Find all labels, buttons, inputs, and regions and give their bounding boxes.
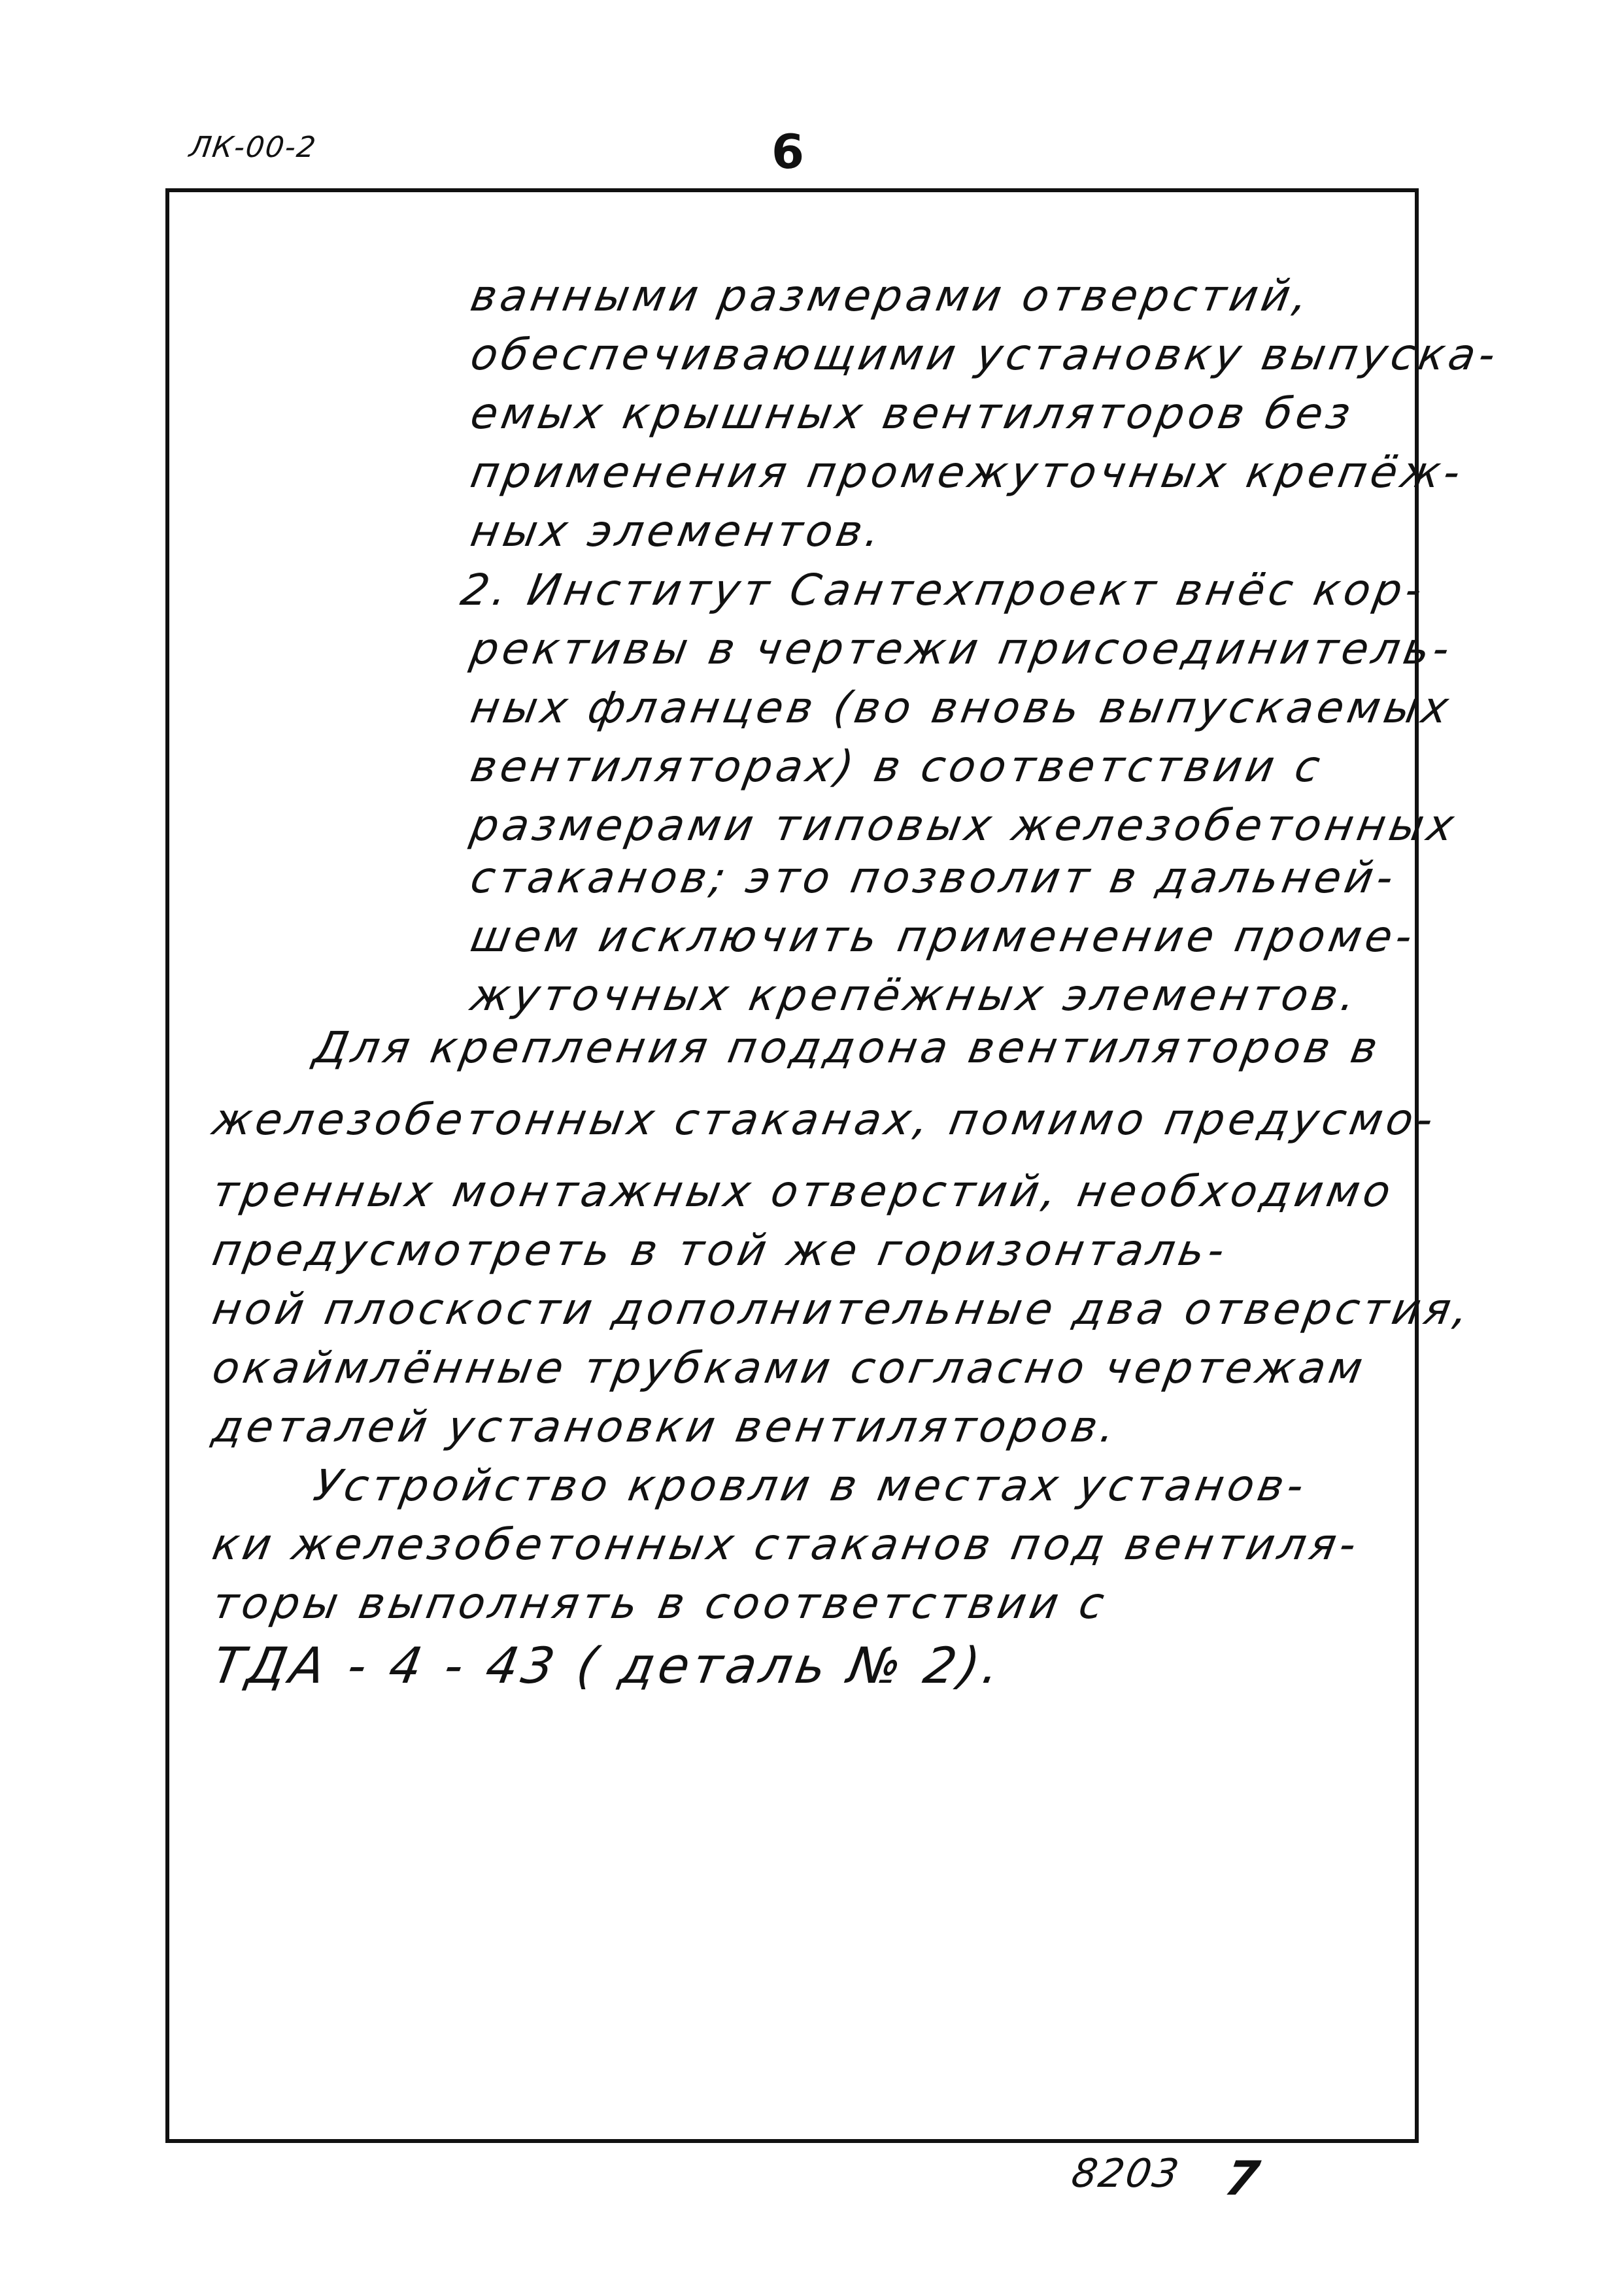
text-line-14: Для крепления поддона вентиляторов в	[310, 1022, 1385, 1073]
text-line-1: ванными размерами отверстий,	[467, 271, 1316, 321]
text-line-17: предусмотреть в той же горизонталь-	[209, 1225, 1232, 1275]
text-line-4: применения промежуточных крепёж-	[467, 447, 1468, 498]
text-line-18: ной плоскости дополнительные два отверстия,	[209, 1284, 1477, 1334]
footer-number-right: 7	[1221, 2151, 1264, 2206]
text-line-21: Устройство кровли в местах установ-	[310, 1460, 1311, 1511]
text-line-22: ки железобетонных стаканов под вентиля-	[209, 1519, 1364, 1570]
text-line-23: торы выполнять в соответствии с	[209, 1578, 1112, 1628]
text-line-3: емых крышных вентиляторов без	[467, 388, 1359, 439]
text-line-24: ТДА - 4 - 43 ( деталь № 2).	[208, 1636, 1008, 1695]
text-line-16: тренных монтажных отверстий, необходимо	[209, 1166, 1398, 1217]
text-line-2: обеспечивающими установку выпуска-	[467, 329, 1504, 380]
text-line-7: рективы в чертежи присоединитель-	[467, 624, 1457, 674]
footer-number-left: 8203	[1068, 2151, 1184, 2197]
text-line-11: стаканов; это позволит в дальней-	[467, 852, 1401, 903]
text-line-19: окаймлённые трубками согласно чертежам	[209, 1343, 1370, 1393]
text-line-9: вентиляторах) в соответствии с	[467, 741, 1328, 792]
text-line-8: ных фланцев (во вновь выпускаемых	[467, 683, 1457, 733]
text-line-12: шем исключить применение проме-	[467, 911, 1420, 962]
text-line-6: 2. Институт Сантехпроект внёс кор-	[457, 565, 1430, 615]
text-line-10: размерами типовых железобетонных	[467, 800, 1462, 851]
text-line-5: ных элементов.	[467, 506, 888, 556]
text-line-13: жуточных крепёжных элементов.	[467, 970, 1364, 1020]
page-number: 6	[771, 124, 805, 179]
text-line-15: железобетонных стаканах, помимо предусмо-	[209, 1094, 1441, 1145]
text-line-20: деталей установки вентиляторов.	[209, 1402, 1123, 1452]
document-code: ЛК-00-2	[187, 131, 319, 164]
